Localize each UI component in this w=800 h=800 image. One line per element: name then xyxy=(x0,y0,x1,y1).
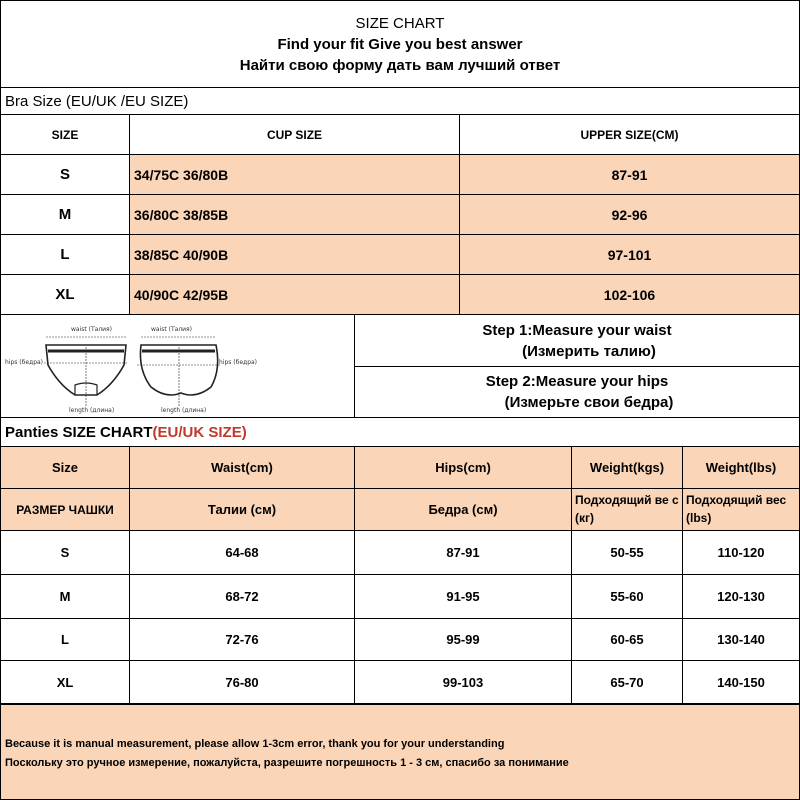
bra-row-cup: 36/80C 38/85B xyxy=(130,195,460,235)
step2-box xyxy=(355,367,800,418)
panties-header-waist: Waist(cm) xyxy=(130,447,355,489)
panties-row-kg: 55-60 xyxy=(572,575,683,619)
waist-label-front: waist (Талия) xyxy=(71,326,113,333)
measurement-diagram xyxy=(0,315,355,418)
panties-row-hips: 99-103 xyxy=(355,661,572,704)
bra-row-cup: 38/85C 40/90B xyxy=(130,235,460,275)
panties-row-waist: 68-72 xyxy=(130,575,355,619)
panties-row-size: L xyxy=(0,619,130,661)
panties-header-hips: Hips(cm) xyxy=(355,447,572,489)
panty-front-icon xyxy=(44,337,128,407)
panties-header-kg-ru: Подходящий ве с (кг) xyxy=(572,489,683,531)
panty-back-icon xyxy=(137,337,221,407)
panties-row-kg: 50-55 xyxy=(572,531,683,575)
length-label-back: length (длина) xyxy=(161,407,207,414)
panties-title-main: Panties SIZE CHART xyxy=(5,424,153,441)
note-russian: Поскольку это ручное измерение, пожалуйста, разрешите погрешность 1 - 3 см, спасибо за понимание xyxy=(5,757,569,769)
panties-row-hips: 95-99 xyxy=(355,619,572,661)
page-title: SIZE CHART xyxy=(355,14,445,32)
panties-row-waist: 76-80 xyxy=(130,661,355,704)
panties-row-waist: 72-76 xyxy=(130,619,355,661)
panties-row-lbs: 110-120 xyxy=(683,531,800,575)
step2-title: Step 2:Measure your hips xyxy=(485,373,669,390)
bra-row-size: M xyxy=(0,195,130,235)
panties-row-hips: 87-91 xyxy=(355,531,572,575)
bra-header-size: SIZE xyxy=(0,115,130,155)
hips-label-back: hips (бедра) xyxy=(219,359,258,366)
panties-header-kg: Weight(kgs) xyxy=(572,447,683,489)
size-chart-header xyxy=(0,0,800,88)
bra-row-size: L xyxy=(0,235,130,275)
length-label-front: length (длина) xyxy=(69,407,115,414)
bra-row-cup: 40/90C 42/95B xyxy=(130,275,460,315)
bra-row-upper: 97-101 xyxy=(460,235,800,275)
step2-subtitle: (Измерьте свои бедра) xyxy=(504,394,674,411)
bra-row-upper: 87-91 xyxy=(460,155,800,195)
step1-box xyxy=(355,315,800,367)
bra-header-upper: UPPER SIZE(CM) xyxy=(460,115,800,155)
panties-header-lbs-ru: Подходящий вес (lbs) xyxy=(683,489,800,531)
measurement-note xyxy=(0,704,800,800)
bra-header-cup: CUP SIZE xyxy=(130,115,460,155)
panties-header-size: Size xyxy=(0,447,130,489)
panties-row-kg: 60-65 xyxy=(572,619,683,661)
panties-row-size: XL xyxy=(0,661,130,704)
panties-row-lbs: 140-150 xyxy=(683,661,800,704)
step1-title: Step 1:Measure your waist xyxy=(482,321,672,339)
step1-subtitle: (Измерить талию) xyxy=(522,342,656,360)
bra-row-size: XL xyxy=(0,275,130,315)
panties-row-hips: 91-95 xyxy=(355,575,572,619)
bra-row-upper: 92-96 xyxy=(460,195,800,235)
panties-header-size-ru: РАЗМЕР ЧАШКИ xyxy=(0,489,130,531)
panties-row-lbs: 120-130 xyxy=(683,575,800,619)
panties-header-waist-ru: Талии (см) xyxy=(130,489,355,531)
panties-row-size: S xyxy=(0,531,130,575)
subtitle-russian: Найти свою форму дать вам лучший ответ xyxy=(239,56,561,74)
subtitle-english: Find your fit Give you best answer xyxy=(277,35,523,53)
bra-section-title: Bra Size (EU/UK /EU SIZE) xyxy=(0,88,800,115)
waist-label-back: waist (Талия) xyxy=(151,326,193,333)
panties-row-lbs: 130-140 xyxy=(683,619,800,661)
panties-row-kg: 65-70 xyxy=(572,661,683,704)
hips-label-front: hips (бедра) xyxy=(5,359,44,366)
panties-header-hips-ru: Бедра (см) xyxy=(355,489,572,531)
panties-title-region: (EU/UK SIZE) xyxy=(152,424,247,441)
bra-row-cup: 34/75C 36/80B xyxy=(130,155,460,195)
note-english: Because it is manual measurement, please allow 1-3cm error, thank you for your understanding xyxy=(5,738,505,750)
panties-row-size: M xyxy=(0,575,130,619)
panties-section-title xyxy=(0,418,800,447)
panties-header-lbs: Weight(lbs) xyxy=(683,447,800,489)
bra-row-upper: 102-106 xyxy=(460,275,800,315)
bra-row-size: S xyxy=(0,155,130,195)
panties-row-waist: 64-68 xyxy=(130,531,355,575)
